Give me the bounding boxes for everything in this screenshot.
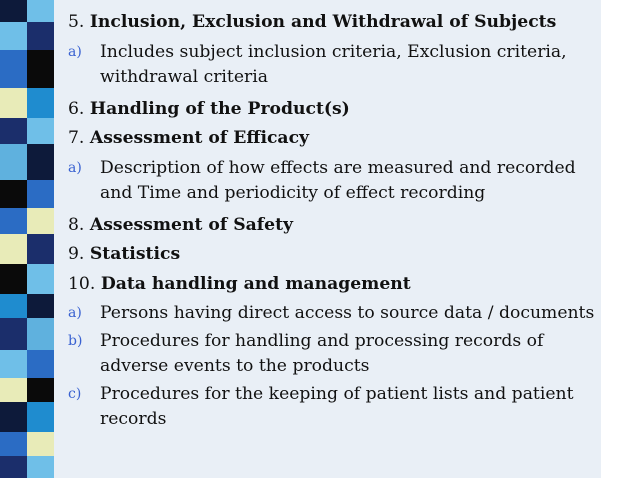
- sub-item: [68, 382, 596, 432]
- slide-content: [68, 8, 596, 435]
- sub-item: [68, 329, 596, 379]
- sub-marker: a): [68, 305, 82, 321]
- item-title: Inclusion, Exclusion and Withdrawal of Subjects: [89, 12, 557, 32]
- item-8-heading: [68, 211, 596, 241]
- item-title: Statistics: [89, 244, 181, 264]
- sub-marker: a): [68, 43, 82, 60]
- item-title: Assessment of Safety: [89, 214, 294, 235]
- item-number: 8.: [68, 214, 85, 235]
- sub-marker: b): [68, 333, 83, 349]
- item-number: 6.: [68, 98, 85, 119]
- item-10-heading: [68, 270, 596, 300]
- sub-marker: c): [68, 386, 82, 402]
- sub-text: Procedures for the keeping of patient lists and patient records: [100, 384, 574, 429]
- sub-marker: a): [68, 159, 82, 176]
- item-6-heading: [68, 95, 596, 125]
- item-title: Assessment of Efficacy: [89, 128, 310, 148]
- item-5-heading: [68, 8, 596, 38]
- item-number: 9.: [68, 244, 85, 264]
- decorative-stripe: [0, 0, 54, 478]
- item-title: Data handling and management: [100, 273, 411, 294]
- sub-text: Description of how effects are measured and recorded and Time and periodicity of effect recording: [100, 157, 576, 203]
- item-number: 7.: [68, 128, 85, 148]
- sub-item: [68, 301, 596, 326]
- item-number: 5.: [68, 12, 85, 32]
- sub-item: [68, 40, 596, 90]
- item-number: 10.: [68, 273, 96, 294]
- sub-item: [68, 156, 596, 206]
- sub-text: Persons having direct access to source data / documents: [100, 303, 595, 323]
- item-title: Handling of the Product(s): [89, 98, 350, 119]
- item-9-heading: [68, 240, 596, 270]
- item-7-heading: [68, 124, 596, 154]
- sub-text: Procedures for handling and processing records of adverse events to the products: [100, 331, 544, 376]
- sub-text: Includes subject inclusion criteria, Exclusion criteria, withdrawal criteria: [100, 41, 567, 87]
